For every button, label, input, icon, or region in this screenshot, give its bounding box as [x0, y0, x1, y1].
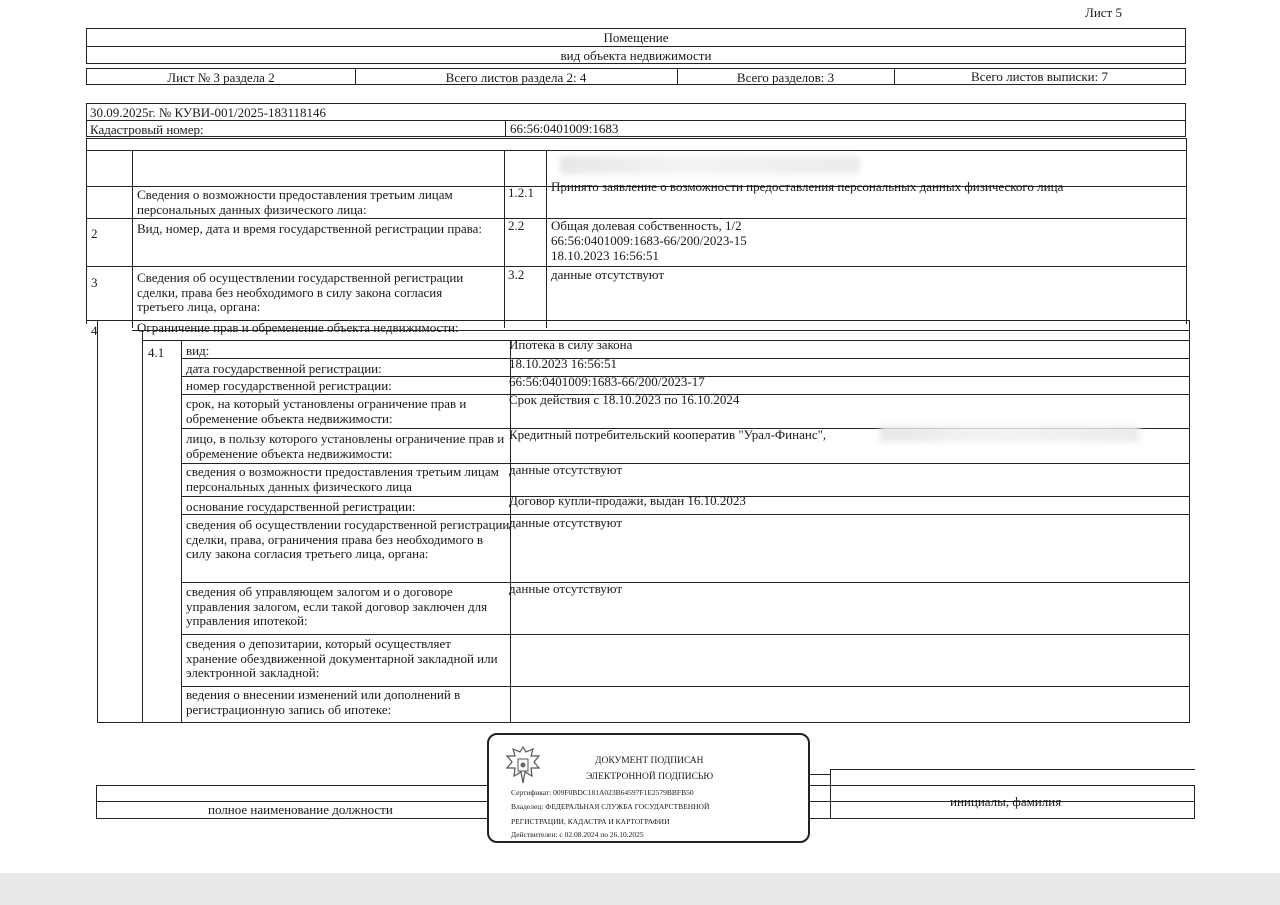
object-type-caption: вид объекта недвижимости [560, 48, 712, 63]
term-value: Срок действия с 18.10.2023 по 16.10.2024 [509, 392, 740, 407]
pledge-manager-label: сведения об управляющем залогом и о договоре управления залогом, если такой договор заключен для управления ипотекой: [186, 584, 488, 628]
row-3-value: данные отсутствуют [551, 267, 665, 282]
row-2-value-type: Общая долевая собственность, 1/2 [551, 218, 742, 233]
stamp-certificate: Сертификат: 009F0BDC181A023B64597F1E2579BBFB50 [511, 788, 694, 797]
total-sheets-section: Всего листов раздела 2: 4 [445, 70, 587, 85]
depositary-label: сведения о депозитарии, который осуществляет хранение обездвиженной документарной закладной или электронной закладной: [186, 636, 498, 680]
name-caption: инициалы, фамилия [950, 794, 1062, 809]
transaction-registration-value: данные отсутствуют [509, 515, 623, 530]
encumbrance-type-value: Ипотека в силу закона [509, 337, 633, 352]
basis-label: основание государственной регистрации: [186, 499, 416, 514]
eagle-emblem-icon [503, 743, 543, 789]
beneficiary-value: Кредитный потребительский кооператив "Урал-Финанс", [509, 427, 827, 442]
sheet-of-section: Лист № 3 раздела 2 [167, 70, 275, 85]
row-3-label: Сведения об осуществлении государственной регистрации сделки, права без необходимого в силу закона согласия третьего лица, органа: [137, 270, 464, 314]
changes-label: ведения о внесении изменений или дополнений в регистрационную запись об ипотеке: [186, 687, 461, 717]
encumbrance-type-label: вид: [186, 343, 210, 358]
row-1-label: Сведения о возможности предоставления третьим лицам персональных данных физического лица: [137, 187, 453, 217]
row-3-code: 3.2 [508, 267, 525, 282]
sheets-info-row [86, 68, 1186, 85]
stamp-owner-1: Владелец: ФЕДЕРАЛЬНАЯ СЛУЖБА ГОСУДАРСТВЕННОЙ [511, 802, 710, 811]
registration-date-value: 18.10.2023 16:56:51 [509, 356, 617, 371]
term-label: срок, на который установлены ограничение прав и обременение объекта недвижимости: [186, 396, 467, 426]
registration-number-label: номер государственной регистрации: [186, 378, 392, 393]
total-sheets-extract: Всего листов выписки: 7 [971, 69, 1108, 84]
stamp-title-1: ДОКУМЕНТ ПОДПИСАН [595, 756, 704, 766]
row-1-value: Принято заявление о возможности предоставления персональных данных физического лица [551, 179, 1064, 194]
registration-date-label: дата государственной регистрации: [186, 361, 382, 376]
transaction-registration-label: сведения об осуществлении государственной регистрации сделки, права, ограничения права без необходимого в силу закона согласия третьего лица, органа: [186, 517, 510, 561]
extract-date-number: 30.09.2025г. № КУВИ-001/2025-183118146 [90, 105, 326, 120]
personal-data-value: данные отсутствуют [509, 462, 623, 477]
row-2-value-number: 66:56:0401009:1683-66/200/2023-15 [551, 233, 747, 248]
beneficiary-label: лицо, в пользу которого установлены ограничение прав и обременение объекта недвижимости: [186, 431, 505, 461]
row-2-code: 2.2 [508, 218, 525, 233]
extract-info-block [86, 103, 1186, 137]
row-2-label: Вид, номер, дата и время государственной регистрации права: [137, 221, 482, 236]
stamp-owner-2: РЕГИСТРАЦИИ, КАДАСТРА И КАРТОГРАФИИ [511, 817, 670, 826]
object-type-block [86, 28, 1186, 64]
stamp-validity: Действителен: с 02.08.2024 по 26.10.2025 [511, 830, 644, 839]
position-caption: полное наименование должности [208, 802, 393, 817]
total-sections: Всего разделов: 3 [736, 70, 835, 85]
sub-item-number: 4.1 [148, 345, 165, 360]
registration-number-value: 66:56:0401009:1683-66/200/2023-17 [509, 374, 705, 389]
row-3-number: 3 [91, 275, 98, 290]
row-4-number: 4 [91, 323, 98, 338]
personal-data-label: сведения о возможности предоставления третьим лицам персональных данных физического лица [186, 464, 499, 494]
sheet-number: Лист 5 [1085, 5, 1122, 20]
cadastral-label: Кадастровый номер: [90, 122, 204, 137]
row-2-value-date: 18.10.2023 16:56:51 [551, 248, 659, 263]
row-2-number: 2 [91, 226, 98, 241]
basis-value: Договор купли-продажи, выдан 16.10.2023 [509, 493, 746, 508]
row-1-code: 1.2.1 [508, 185, 534, 200]
row-4-label: Ограничение прав и обременение объекта недвижимости: [137, 320, 459, 335]
pledge-manager-value: данные отсутствуют [509, 581, 623, 596]
electronic-signature-stamp [487, 733, 810, 843]
object-type: Помещение [603, 30, 669, 45]
scan-edge [0, 873, 1280, 905]
cadastral-number: 66:56:0401009:1683 [510, 121, 619, 136]
stamp-title-2: ЭЛЕКТРОННОЙ ПОДПИСЬЮ [586, 772, 714, 782]
